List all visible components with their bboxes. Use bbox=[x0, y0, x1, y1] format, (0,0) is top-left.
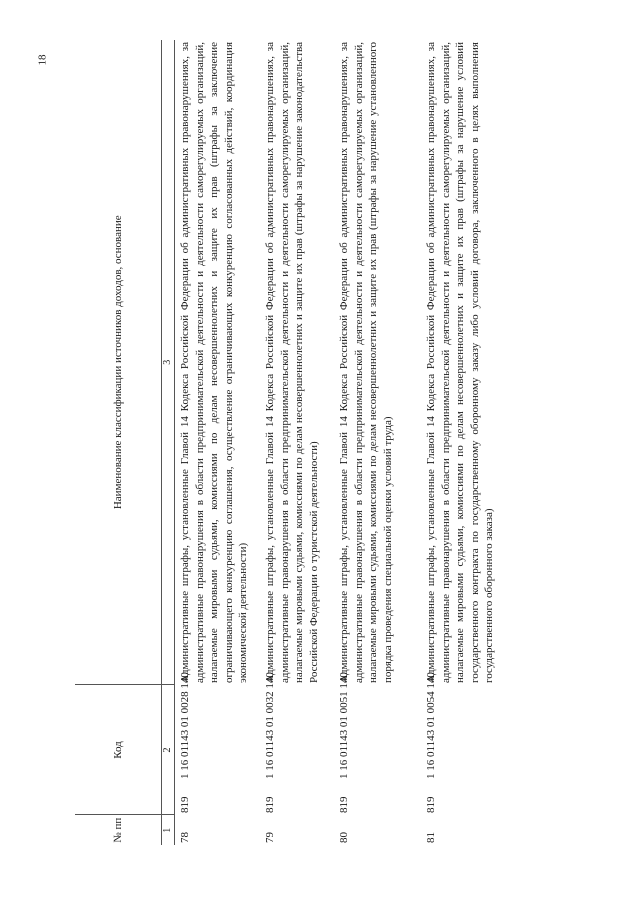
revenue-code: 1 16 01143 01 0032 140 bbox=[264, 672, 276, 779]
admin-code: 819 bbox=[425, 796, 437, 813]
admin-code: 819 bbox=[264, 796, 276, 813]
table-row bbox=[334, 40, 421, 845]
table-row bbox=[175, 40, 261, 845]
revenue-code: 1 16 01143 01 0051 140 bbox=[338, 672, 350, 779]
row-description: Административные штрафы, установленные Главой 14 Кодекса Российской Федерации об административных правонарушениях, за административные правонарушения в области предпринимательской деятельности и деятельности саморегулируемых организаций, налагаемые мировыми судьями, комиссиями по делам несовершеннолетних и защите их прав (штрафы за нарушение законодательства Российской Федерации о туристской деятельности) bbox=[264, 42, 320, 683]
row-code bbox=[334, 672, 421, 815]
rotated-page-content bbox=[75, 40, 536, 845]
header-code: Код bbox=[75, 685, 162, 815]
row-description: Административные штрафы, установленные Главой 14 Кодекса Российской Федерации об административных правонарушениях, за административные правонарушения в области предпринимательской деятельности и деятельности саморегулируемых организаций, налагаемые мировыми судьями, комиссиями по делам несовершеннолетних и защите их прав (штрафы за нарушение установленного порядка проведения специальной оценки условий труда) bbox=[338, 42, 394, 683]
row-number: 78 bbox=[179, 832, 191, 843]
table-header-row bbox=[75, 40, 162, 845]
admin-code: 819 bbox=[179, 796, 191, 813]
column-number: 3 bbox=[162, 40, 175, 685]
revenue-code: 1 16 01143 01 0028 140 bbox=[179, 672, 191, 779]
row-code bbox=[260, 672, 334, 815]
row-number: 81 bbox=[425, 832, 437, 843]
column-number-row bbox=[162, 40, 175, 845]
row-number: 80 bbox=[338, 832, 350, 843]
page-number: 18 bbox=[36, 54, 49, 66]
row-number: 79 bbox=[264, 832, 276, 843]
column-number: 1 bbox=[162, 815, 175, 845]
row-description: Административные штрафы, установленные Главой 14 Кодекса Российской Федерации об административных правонарушениях, за административные правонарушения в области предпринимательской деятельности и деятельности саморегулируемых организаций, налагаемые мировыми судьями, комиссиями по делам несовершеннолетних и защите их прав (штрафы за нарушение условий государственного контракта по государственному оборонному заказу либо условий договора, заключенного в целях выполнения государственного оборонного заказа) bbox=[425, 42, 496, 683]
table-row bbox=[421, 40, 523, 845]
header-name: Наименование классификации источников доходов, основание bbox=[75, 40, 162, 685]
row-code bbox=[175, 672, 261, 815]
table-row bbox=[260, 40, 334, 845]
row-code bbox=[421, 672, 523, 815]
column-number: 2 bbox=[162, 685, 175, 815]
revenue-classification-table bbox=[75, 40, 523, 845]
revenue-code: 1 16 01143 01 0054 140 bbox=[425, 672, 437, 779]
header-number: № пп bbox=[75, 815, 162, 845]
admin-code: 819 bbox=[338, 796, 350, 813]
row-description: Административные штрафы, установленные Главой 14 Кодекса Российской Федерации об административных правонарушениях, за административные правонарушения в области предпринимательской деятельности и деятельности саморегулируемых организаций, налагаемые мировыми судьями, комиссиями по делам несовершеннолетних и защите их прав (штрафы за заключение ограничивающего конкуренцию соглашения, осуществление ограничивающих конкуренцию согласованных действий, координация экономической деятельности) bbox=[179, 42, 250, 683]
